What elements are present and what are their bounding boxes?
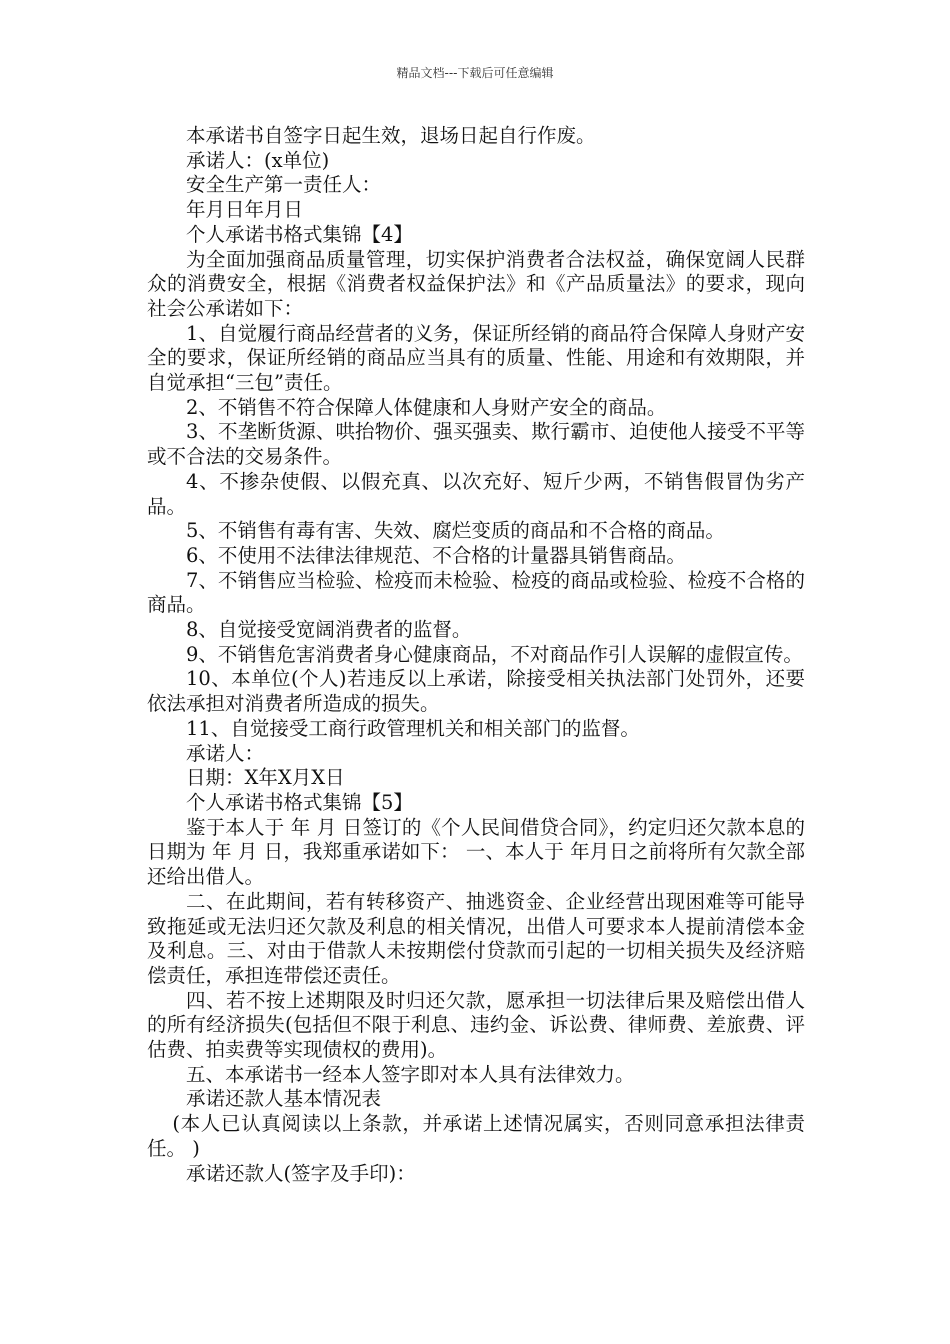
- paragraph: 二、在此期间，若有转移资产、抽逃资金、企业经营出现困难等可能导致拖延或无法归还欠款及利息的相关情况，出借人可要求本人提前清偿本金及利息。三、对由于借款人未按期偿付贷款而引起的一切相关损失及经济赔偿责任，承担连带偿还责任。: [147, 889, 805, 987]
- paragraph: 2、不销售不符合保障人体健康和人身财产安全的商品。: [186, 395, 667, 419]
- paragraph: 承诺还款人(签字及手印)：: [186, 1161, 416, 1185]
- paragraph: 1、自觉履行商品经营者的义务，保证所经销的商品符合保障人身财产安全的要求，保证所经销的商品应当具有的质量、性能、用途和有效期限，并自觉承担“三包”责任。: [147, 321, 805, 395]
- paragraph: 6、不使用不法律法律规范、不合格的计量器具销售商品。: [186, 543, 686, 567]
- paragraph: 8、自觉接受宽阔消费者的监督。: [186, 618, 472, 642]
- paragraph: 7、不销售应当检验、检疫而未检验、检疫的商品或检验、检疫不合格的商品。: [147, 568, 805, 617]
- paragraph: 9、不销售危害消费者身心健康商品，不对商品作引人误解的虚假宣传。: [186, 642, 803, 666]
- paragraph: 4、不掺杂使假、以假充真、以次充好、短斤少两，不销售假冒伪劣产品。: [147, 469, 805, 518]
- paragraph: 承诺还款人基本情况表: [186, 1087, 382, 1111]
- paragraph: 五、本承诺书一经本人签字即对本人具有法律效力。: [186, 1062, 635, 1086]
- paragraph: 11、自觉接受工商行政管理机关和相关部门的监督。: [186, 716, 640, 740]
- paragraph: (本人已认真阅读以上条款，并承诺上述情况属实，否则同意承担法律责任。 ): [147, 1112, 805, 1160]
- paragraph: 承诺人：: [186, 741, 265, 765]
- document-body: [147, 124, 805, 1186]
- section-heading: 个人承诺书格式集锦【4】: [186, 222, 413, 246]
- paragraph: 年月日年月日: [186, 198, 304, 222]
- paragraph: 四、若不按上述期限及时归还欠款，愿承担一切法律后果及赔偿出借人的所有经济损失(包括但不限于利息、违约金、诉讼费、律师费、差旅费、评估费、拍卖费等实现债权的费用)。: [147, 988, 805, 1062]
- paragraph: 本承诺书自签字日起生效，退场日起自行作废。: [186, 124, 596, 147]
- paragraph: 为全面加强商品质量管理，切实保护消费者合法权益，确保宽阔人民群众的消费安全，根据《消费者权益保护法》和《产品质量法》的要求，现向社会公承诺如下：: [147, 247, 805, 320]
- page-header: 精品文档---下载后可任意编辑: [396, 66, 554, 80]
- paragraph: 鉴于本人于 年 月 日签订的《个人民间借贷合同》，约定归还欠款本息的日期为 年 月 日，我郑重承诺如下： 一、本人于 年月日之前将所有欠款全部还给出借人。: [147, 815, 805, 889]
- section-heading: 个人承诺书格式集锦【5】: [186, 790, 413, 814]
- paragraph: 10、本单位(个人)若违反以上承诺，除接受相关执法部门处罚外，还要依法承担对消费者所造成的损失。: [147, 667, 805, 716]
- paragraph: 日期：X年X月X日: [186, 766, 345, 790]
- paragraph: 承诺人：(x单位): [186, 148, 330, 172]
- paragraph: 安全生产第一责任人：: [186, 173, 382, 197]
- paragraph: 5、不销售有毒有害、失效、腐烂变质的商品和不合格的商品。: [186, 519, 725, 543]
- paragraph: 3、不垄断货源、哄抬物价、强买强卖、欺行霸市、迫使他人接受不平等或不合法的交易条件。: [147, 420, 805, 469]
